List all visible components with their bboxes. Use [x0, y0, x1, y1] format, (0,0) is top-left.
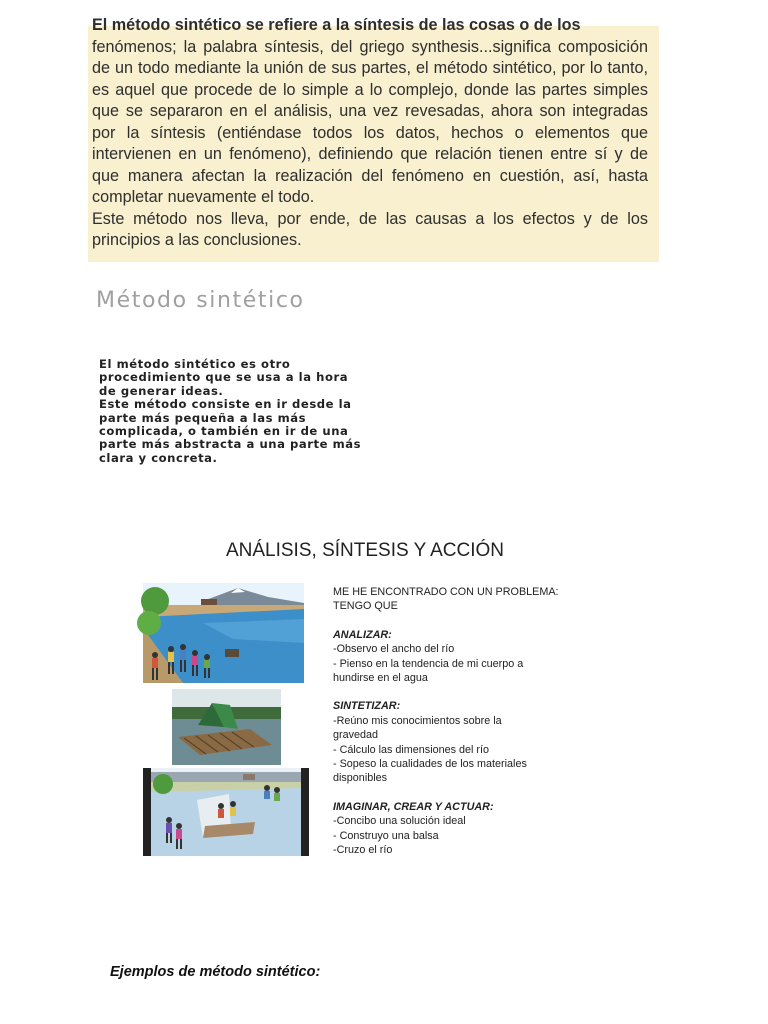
slide-line: Este método consiste en ir desde la	[99, 397, 352, 412]
intro-paragraph-block	[88, 16, 659, 262]
raft-photo	[172, 689, 281, 765]
section-line: disponibles	[333, 772, 388, 785]
slide-body-box	[99, 357, 508, 466]
slide-line: parte más pequeña a las más	[99, 410, 307, 425]
section-line: -Concibo una solución ideal	[333, 815, 466, 828]
section-line: -Cruzo el río	[333, 844, 393, 857]
section-heading-analizar: ANALIZAR:	[333, 628, 392, 641]
river-children-illustration	[143, 583, 304, 683]
figure-title: ANÁLISIS, SÍNTESIS Y ACCIÓN	[225, 540, 505, 561]
slide-title-box	[96, 284, 528, 324]
section-line: - Sopeso la cualidades de los materiales	[333, 758, 527, 771]
intro-paragraph-2: Este método nos lleva, por ende, de las causas a los efectos y de los principios a las conclusiones.	[92, 209, 648, 249]
slide-line: procedimiento que se usa a la hora	[99, 370, 349, 385]
figure-intro-line: ME HE ENCONTRADO CON UN PROBLEMA:	[333, 586, 559, 598]
slide-title: Método sintético	[96, 288, 305, 313]
figure-intro-line: TENGO QUE	[333, 600, 398, 613]
section-line: - Construyo una balsa	[333, 829, 439, 842]
section-line: - Pienso en la tendencia de mi cuerpo a	[333, 657, 524, 670]
slide-line: El método sintético es otro	[99, 357, 291, 371]
section-heading-sintetizar: SINTETIZAR:	[333, 700, 401, 713]
section-line: gravedad	[333, 729, 379, 742]
figure-text	[333, 585, 568, 858]
examples-heading: Ejemplos de método sintético:	[110, 964, 321, 980]
slide-line: de generar ideas.	[99, 383, 224, 398]
section-line: - Cálculo las dimensiones del río	[333, 743, 490, 756]
slide-line: parte más abstracta a una parte más	[99, 437, 362, 452]
section-line: hundirse en el agua	[333, 672, 428, 685]
section-heading-imaginar: IMAGINAR, CREAR Y ACTUAR:	[333, 800, 494, 813]
intro-cut-line: El método sintético se refiere a la síntesis de las cosas o de los	[92, 16, 581, 34]
slide-line: clara y concreta.	[99, 450, 218, 465]
section-line: -Reúno mis conocimientos sobre la	[333, 714, 502, 727]
slide-line: complicada, o también en ir de una	[99, 424, 349, 439]
river-crossing-illustration	[143, 768, 309, 856]
section-line: -Observo el ancho del río	[333, 643, 455, 656]
intro-paragraph-1: fenómenos; la palabra síntesis, del griego synthesis...significa composición de un todo mediante la unión de sus partes, el método sintético, por lo tanto, es aquel que procede de lo simple a lo complejo, donde las partes simples que se separaron en el análisis, una vez revesadas, ahora son integradas por la síntesis (entiéndase todos los datos, hechos o elementos que intervienen en un fenómeno), definiendo que relación tienen entre sí y de que manera afectan la realización del fenómeno en cuestión, así, hasta completar nuevamente el todo.	[92, 37, 648, 206]
